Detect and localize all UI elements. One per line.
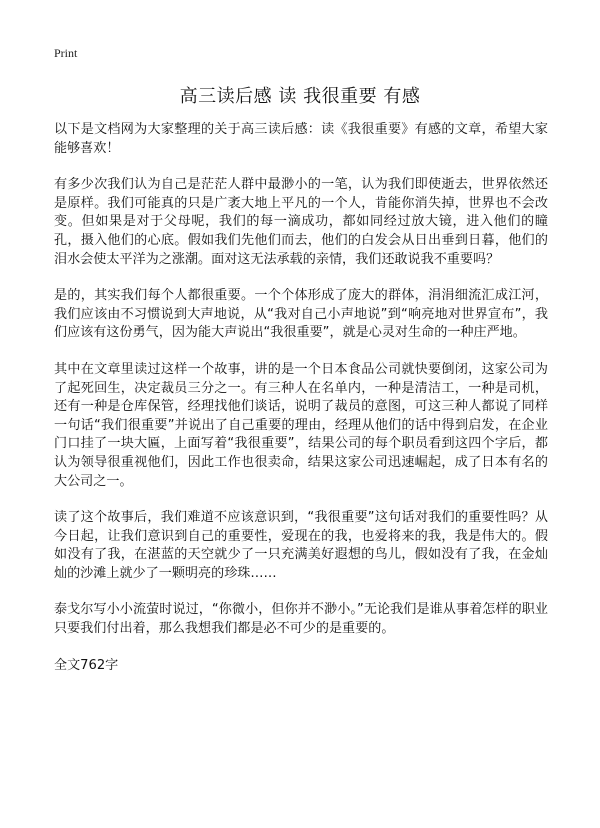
body-paragraph-parents: 有多少次我们认为自己是茫茫人群中最渺小的一笔，认为我们即使逝去，世界依然还是原样。我们可能真的只是广袤大地上平凡的一个人，肯能你消失掉，世界也不会改变。但如果是对于父母呢，我们的每一滴成功，都如同经过放大镜，进入他们的瞳孔，摄入他们的心底。假如我们先他们而去，他们的白发会从日出垂到日暮，他们的泪水会使太平洋为之涨潮。面对这无法承载的亲情，我们还敢说我不重要吗？ bbox=[54, 177, 548, 267]
body-paragraph-story: 其中在文章里读过这样一个故事，讲的是一个日本食品公司就快要倒闭，这家公司为了起死回生，决定裁员三分之一。有三种人在名单内，一种是清洁工，一种是司机，还有一种是仓库保管，经理找他们谈话，说明了裁员的意图，可这三种人都说了同样一句话“我们很重要”并说出了自己重要的理由，经理从他们的话中得到启发，在企业门口挂了一块大匾，上面写着“我很重要”，结果公司的每个职员看到这四个字后，都认为领导很重视他们，因此工作也很卖命，结果这家公司迅速崛起，成了日本有名的大公司之一。 bbox=[54, 361, 548, 489]
print-link[interactable]: Print bbox=[54, 46, 78, 60]
body-paragraph-reflection: 读了这个故事后，我们难道不应该意识到，“我很重要”这句话对我们的重要性吗？从今日起，让我们意识到自己的重要性，爱现在的我，也爱将来的我，我是伟大的。假如没有了我，在湛蓝的天空就少了一只充满美好遐想的鸟儿，假如没有了我，在金灿灿的沙滩上就少了一颗明亮的珍珠…… bbox=[54, 510, 548, 581]
body-paragraph-tagore: 泰戈尔写小小流萤时说过，“你微小，但你并不渺小。”无论我们是谁从事着怎样的职业只要我们付出着，那么我想我们都是必不可少的是重要的。 bbox=[54, 602, 548, 637]
body-paragraph-importance: 是的，其实我们每个人都很重要。一个个体形成了庞大的群体，涓涓细流汇成江河，我们应该由不习惯说到大声地说，从“我对自己小声地说”到“响亮地对世界宣布”，我们应该有这份勇气，因为能大声说出“我很重要”，就是心灵对生命的一种庄严地。 bbox=[54, 288, 548, 341]
document-title: 高三读后感 读 我很重要 有感 bbox=[179, 86, 421, 107]
intro-paragraph: 以下是文档网为大家整理的关于高三读后感：读《我很重要》有感的文章，希望大家能够喜欢！ bbox=[54, 122, 548, 156]
word-count: 全文762字 bbox=[54, 657, 119, 673]
document-body bbox=[54, 121, 548, 675]
